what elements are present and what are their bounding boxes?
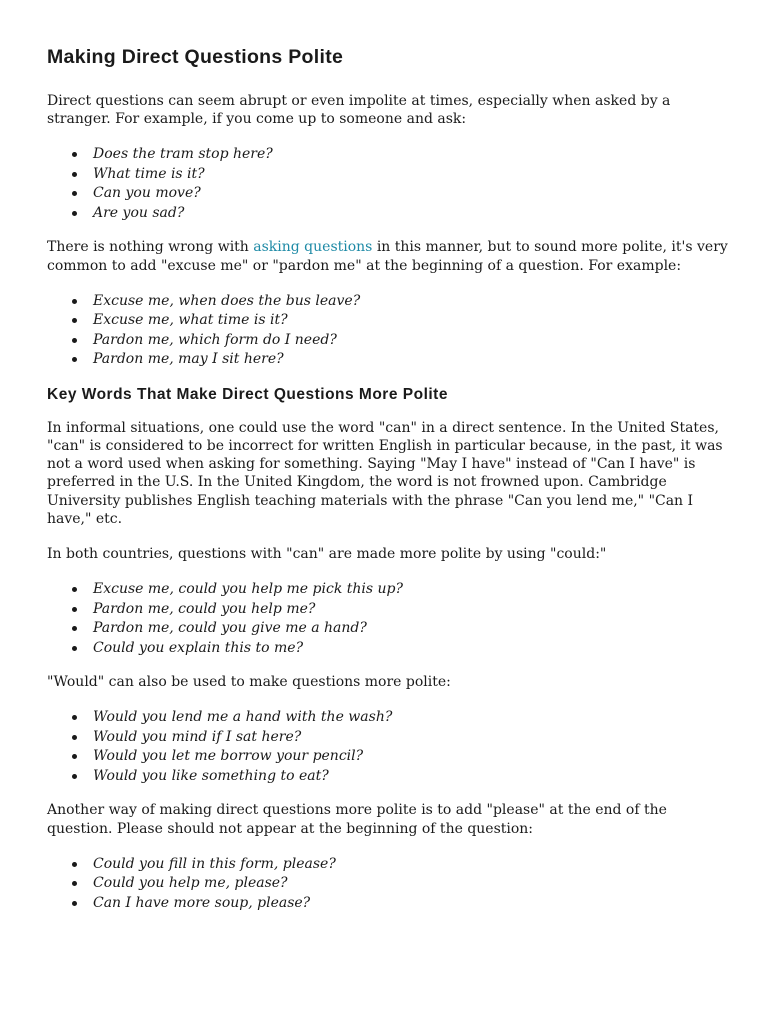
paragraph-text: There is nothing wrong with: [47, 239, 254, 256]
example-list-please: [47, 855, 728, 914]
intro-paragraph: Direct questions can seem abrupt or even impolite at times, especially when asked by a stranger. For example, if you come up to someone and ask:: [47, 93, 671, 128]
list-item: Pardon me, which form do I need?: [93, 331, 728, 351]
list-item: Can I have more soup, please?: [93, 894, 728, 914]
example-list-direct: [47, 145, 728, 223]
list-item: Are you sad?: [93, 204, 728, 224]
asking-questions-link[interactable]: asking questions: [253, 239, 373, 256]
list-item: Excuse me, could you help me pick this up?: [93, 580, 728, 600]
example-list-could: [47, 580, 728, 658]
can-usage-paragraph: In informal situations, one could use the word "can" in a direct sentence. In the United States, "can" is considered to be incorrect for written English in particular because, in the past, it was not a word used when asking for something. Saying "May I have" instead of "Can I have" is preferred in the U.S. In the United Kingdom, the word is not frowned upon. Cambridge University publishes English teaching materials with the phrase "Can you lend me," "Can I have," etc.: [47, 419, 723, 527]
list-item: Would you let me borrow your pencil?: [93, 747, 728, 767]
would-intro-paragraph: "Would" can also be used to make questions more polite:: [47, 674, 451, 691]
paragraph-text: in this manner, but to sound more polite, it's very common to add "excuse me" or "pardon me" at the beginning of a question. For example:: [47, 239, 728, 274]
excuse-me-paragraph: [47, 238, 728, 274]
list-item: Would you lend me a hand with the wash?: [93, 708, 728, 728]
list-item: Would you like something to eat?: [93, 767, 728, 787]
list-item: Does the tram stop here?: [93, 145, 728, 165]
list-item: Could you explain this to me?: [93, 639, 728, 659]
list-item: Could you fill in this form, please?: [93, 855, 728, 875]
example-list-excuse-me: [47, 292, 728, 370]
list-item: Could you help me, please?: [93, 874, 728, 894]
list-item: Pardon me, may I sit here?: [93, 350, 728, 370]
section-heading: Key Words That Make Direct Questions More Polite: [47, 385, 448, 403]
please-paragraph: Another way of making direct questions more polite is to add "please" at the end of the question. Please should not appear at the beginning of the question:: [47, 802, 667, 837]
list-item: Would you mind if I sat here?: [93, 728, 728, 748]
list-item: Pardon me, could you help me?: [93, 600, 728, 620]
list-item: Pardon me, could you give me a hand?: [93, 619, 728, 639]
page-title: Making Direct Questions Polite: [47, 46, 344, 68]
list-item: Excuse me, when does the bus leave?: [93, 292, 728, 312]
list-item: Excuse me, what time is it?: [93, 311, 728, 331]
example-list-would: [47, 708, 728, 786]
list-item: Can you move?: [93, 184, 728, 204]
list-item: What time is it?: [93, 165, 728, 185]
could-intro-paragraph: In both countries, questions with "can" are made more polite by using "could:": [47, 546, 607, 563]
